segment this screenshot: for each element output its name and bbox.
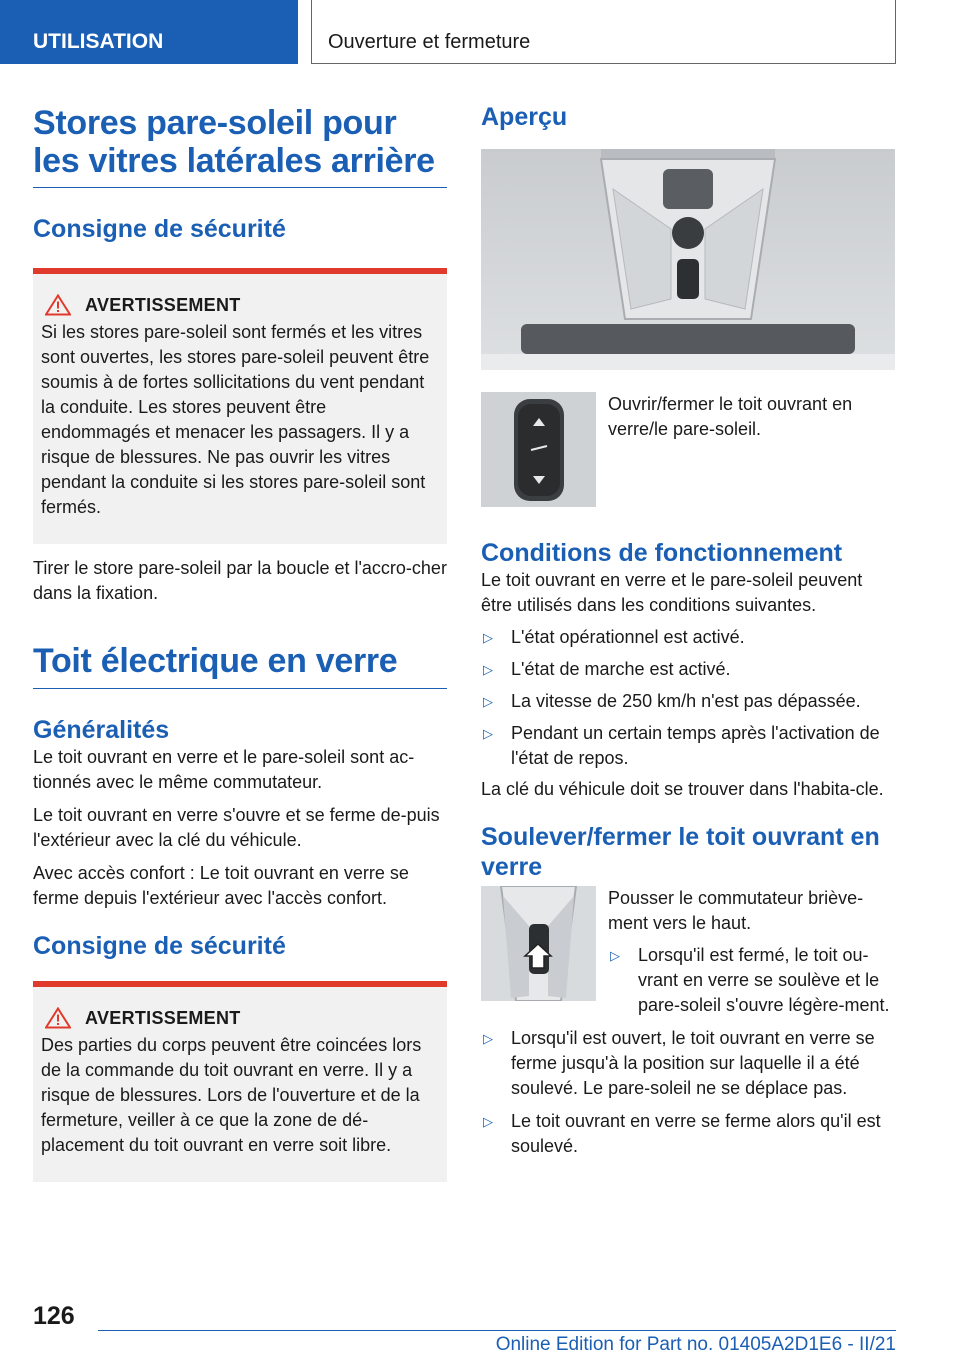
general-heading: Généralités (33, 716, 170, 744)
switch-row (481, 392, 895, 507)
warning-triangle-icon (45, 1007, 71, 1029)
bullet-triangle-icon: ▷ (483, 726, 493, 741)
list-item: ▷ Lorsqu'il est fermé, le toit ou-vrant en verre se soulève et le pare-soleil s'ouvre légère-ment. (608, 943, 895, 1018)
bullet-triangle-icon: ▷ (483, 1114, 493, 1129)
raise-row (481, 886, 895, 1018)
page-number: 126 (33, 1302, 75, 1330)
conditions-intro: Le toit ouvrant en verre et le pare-soleil peuvent être utilisés dans les conditions suivantes. (481, 570, 863, 615)
roof-switch-illustration (481, 392, 596, 507)
warning-label: AVERTISSEMENT (85, 294, 241, 315)
warning-title-row (45, 294, 439, 316)
raise-text (608, 886, 895, 1018)
safety-heading: Consigne de sécurité (33, 215, 286, 243)
warning-text: Si les stores pare-soleil sont fermés et les vitres sont ouvertes, les stores pare-soleil peuvent être soumis à de fortes sollicitations du vent pendant la conduite. Les stores peuvent être endommagés et menacer les passagers. Il y a risque de blessures. Ne pas ouvrir les vitres pendant la conduite si les stores pare-soleil sont fermés. (41, 322, 430, 517)
bullet-triangle-icon: ▷ (483, 694, 493, 709)
raise-intro: Pousser le commutateur briève-ment vers le haut. (608, 888, 864, 933)
right-column (481, 102, 895, 1159)
general-paragraph-1: Le toit ouvrant en verre et le pare-soleil sont ac-tionnés avec le même commutateur. (33, 747, 415, 792)
bullet-triangle-icon: ▷ (610, 948, 620, 963)
overhead-console-illustration (481, 149, 895, 370)
list-item: ▷ Le toit ouvrant en verre se ferme alors qu'il est soulevé. (481, 1109, 895, 1159)
roof-title: Toit électrique en verre (33, 642, 398, 680)
title-rule (33, 187, 447, 188)
conditions-heading: Conditions de fonctionnement (481, 539, 843, 567)
warning-triangle-icon (45, 294, 71, 316)
warning-box-2 (33, 981, 447, 1182)
footer-rule (98, 1330, 896, 1331)
footer-edition: Online Edition for Part no. 01405A2D1E6 - II/21 (495, 1334, 896, 1355)
raise-heading: Soulever/fermer le toit ouvrant en verre (481, 823, 880, 881)
safety-heading-2: Consigne de sécurité (33, 932, 286, 960)
chapter-tab: Ouverture et fermeture (311, 0, 896, 64)
general-paragraph-2: Le toit ouvrant en verre s'ouvre et se ferme de-puis l'extérieur avec la clé du véhicule. (33, 805, 440, 850)
overview-heading: Aperçu (481, 103, 568, 131)
instruction-text: Tirer le store pare-soleil par la boucle et l'accro-cher dans la fixation. (33, 558, 447, 603)
warning-box (33, 268, 447, 544)
roof-title-rule (33, 688, 447, 689)
list-item: ▷ L'état de marche est activé. (481, 657, 895, 682)
section-title: Stores pare-soleil pour les vitres latérales arrière (33, 104, 435, 180)
list-item: ▷ Lorsqu'il est ouvert, le toit ouvrant en verre se ferme jusqu'à la position sur laquelle il a été soulevé. Le pare-soleil ne se déplace pas. (481, 1026, 895, 1101)
bullet-triangle-icon: ▷ (483, 1031, 493, 1046)
key-note: La clé du véhicule doit se trouver dans l'habita-cle. (481, 779, 884, 799)
list-item: ▷ Pendant un certain temps après l'activation de l'état de repos. (481, 721, 895, 771)
switch-caption: Ouvrir/fermer le toit ouvrant en verre/le pare-soleil. (608, 394, 853, 439)
general-paragraph-3: Avec accès confort : Le toit ouvrant en verre se ferme depuis l'extérieur avec l'accès confort. (33, 863, 409, 908)
list-item: ▷ La vitesse de 250 km/h n'est pas dépassée. (481, 689, 895, 714)
warning-label-2: AVERTISSEMENT (85, 1007, 241, 1028)
warning-text-2: Des parties du corps peuvent être coincées lors de la commande du toit ouvrant en verre. Il y a risque de blessures. Lors de l'ouverture et de la fermeture, veiller à ce que la zone de dé-placement du toit ouvrant en verre soit libre. (41, 1035, 422, 1155)
conditions-list (481, 625, 895, 771)
warning-title-row-2 (45, 1007, 439, 1029)
section-tab: UTILISATION (0, 0, 298, 64)
bullet-triangle-icon: ▷ (483, 630, 493, 645)
bullet-triangle-icon: ▷ (483, 662, 493, 677)
raise-switch-illustration (481, 886, 596, 1001)
left-column (33, 104, 447, 1182)
list-item: ▷ L'état opérationnel est activé. (481, 625, 895, 650)
